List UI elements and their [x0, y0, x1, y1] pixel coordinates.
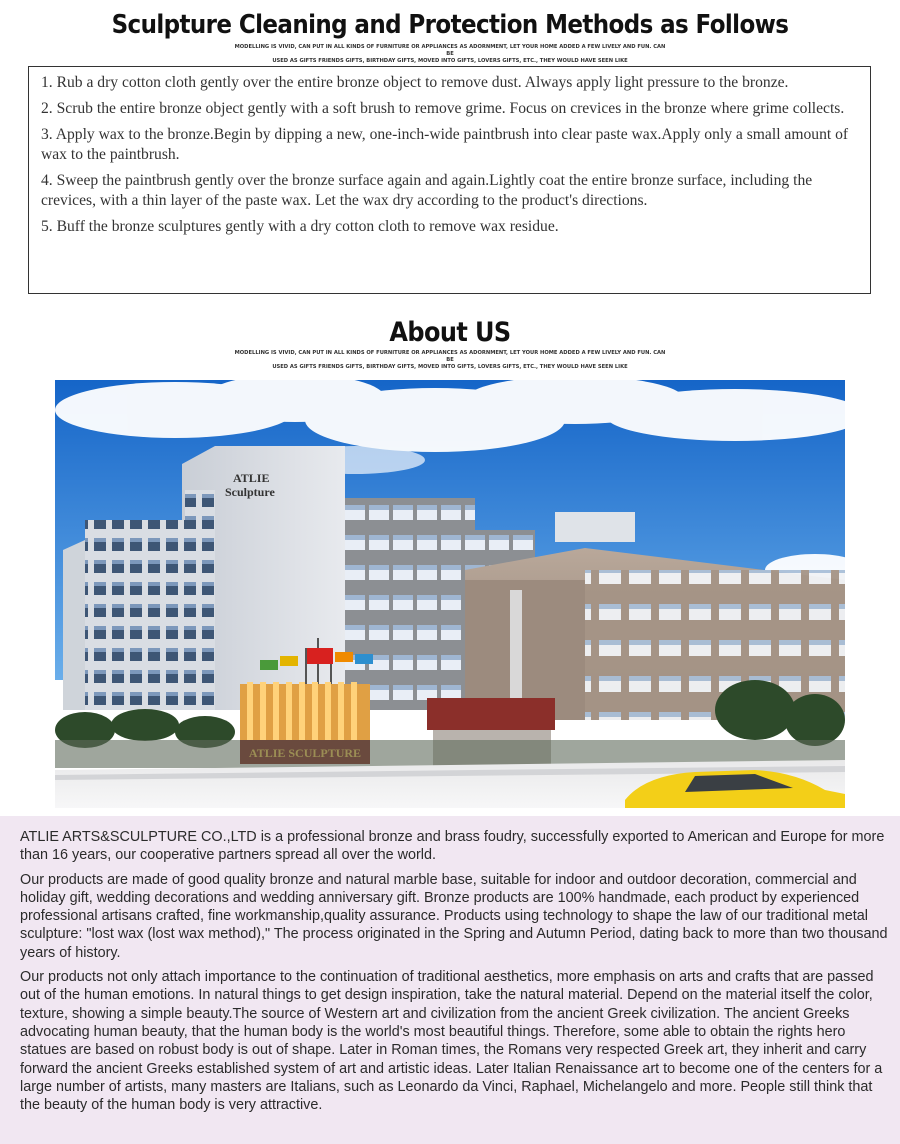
care-subtitle-line-1: MODELLING IS VIVID, CAN PUT IN ALL KINDS OF FURNITURE OR APPLIANCES AS ADORNMENT, LET YOUR HOME ADDED A FEW LIVELY AND FUN. CAN BE: [234, 44, 666, 57]
about-subtitle-line-1: MODELLING IS VIVID, CAN PUT IN ALL KINDS OF FURNITURE OR APPLIANCES AS ADORNMENT, LET YOUR HOME ADDED A FEW LIVELY AND FUN. CAN BE: [234, 350, 666, 363]
building-sign-line-1: ATLIE: [233, 471, 270, 485]
about-text-panel: [0, 816, 900, 1144]
middle-building: [345, 498, 475, 710]
care-step-2: 2. Scrub the entire bronze object gently with a soft brush to remove grime. Focus on crevices in the bronze where grime collects.: [41, 100, 845, 117]
about-paragraph-1: ATLIE ARTS&SCULPTURE CO.,LTD is a professional bronze and brass foudry, successfully exported to American and Europe for more than 16 years, our cooperative partners spread all over the world.: [20, 829, 885, 864]
building-sign-line-2: Sculpture: [225, 485, 275, 499]
care-step-5: 5. Buff the bronze sculptures gently with a dry cotton cloth to remove wax residue.: [41, 218, 559, 235]
care-steps-box: [28, 66, 871, 294]
left-wing: [85, 520, 185, 710]
care-subtitle-line-2: USED AS GIFTS FRIENDS GIFTS, BIRTHDAY GIFTS, MOVED INTO GIFTS, LOVERS GIFTS, ETC., THEY WOULD HAVE SEEN LIKE: [272, 58, 628, 64]
care-title: Sculpture Cleaning and Protection Methods as Follows: [111, 10, 789, 40]
care-step-3: 3. Apply wax to the bronze.Begin by dipping a new, one-inch-wide paintbrush into clear paste wax.Apply only a small amount of wax to the paintbrush.: [41, 126, 849, 163]
factory-photo: [55, 380, 845, 808]
about-subtitle: [230, 350, 670, 371]
factory-illustration: [55, 380, 845, 808]
about-paragraph-2: Our products are made of good quality bronze and natural marble base, suitable for indoor and outdoor decoration, commercial and holiday gift, wedding decorations and wedding anniversary gift. Bronze products are 100% handmade, each product by experienced professional artisans crafted, fine workmanship,quality assurance. Products using technology to shape the law of our traditional metal sculpture: "lost wax (lost wax method)," The process originated in the Spring and Autumn Period, dating back to more than two thousand years of history.: [20, 871, 888, 961]
about-title: About US: [389, 316, 511, 348]
about-paragraph-3: Our products not only attach importance to the continuation of traditional aesthetics, more emphasis on arts and crafts that are passed out of the human emotions. In natural things to get design inspiration, take the natural material. Depend on the material itself the color, texture, showing a simple beauty.The source of Western art and civilization from the ancient Greek civilization. The ancient Greeks advocating human beauty, that the human body is the world's most beautiful things. Therefore, some able to obtain the rights hero statues are based on robust body is out of shape. Later in Roman times, the Romans very respected Greek art, they inherit and carry forward the ancient Greeks established system of art and artistic ideas. Later Italian Renaissance art to become one of the centers for a large number of artists, many masters are Italians, such as Leonardo da Vinci, Raphael, Michelangelo and more. People still think that the beauty of the human body is very attractive.: [20, 969, 883, 1114]
care-step-1: 1. Rub a dry cotton cloth gently over the entire bronze object to remove dust. Always apply light pressure to the bronze.: [41, 74, 789, 91]
care-subtitle: [230, 44, 670, 65]
care-step-4: 4. Sweep the paintbrush gently over the bronze surface again and again.Lightly coat the entire bronze surface, including the crevices, with a thin layer of the paste wax. Let the wax dry according to the product's directions.: [41, 172, 813, 209]
about-subtitle-line-2: USED AS GIFTS FRIENDS GIFTS, BIRTHDAY GIFTS, MOVED INTO GIFTS, LOVERS GIFTS, ETC., THEY WOULD HAVE SEEN LIKE: [272, 364, 628, 370]
